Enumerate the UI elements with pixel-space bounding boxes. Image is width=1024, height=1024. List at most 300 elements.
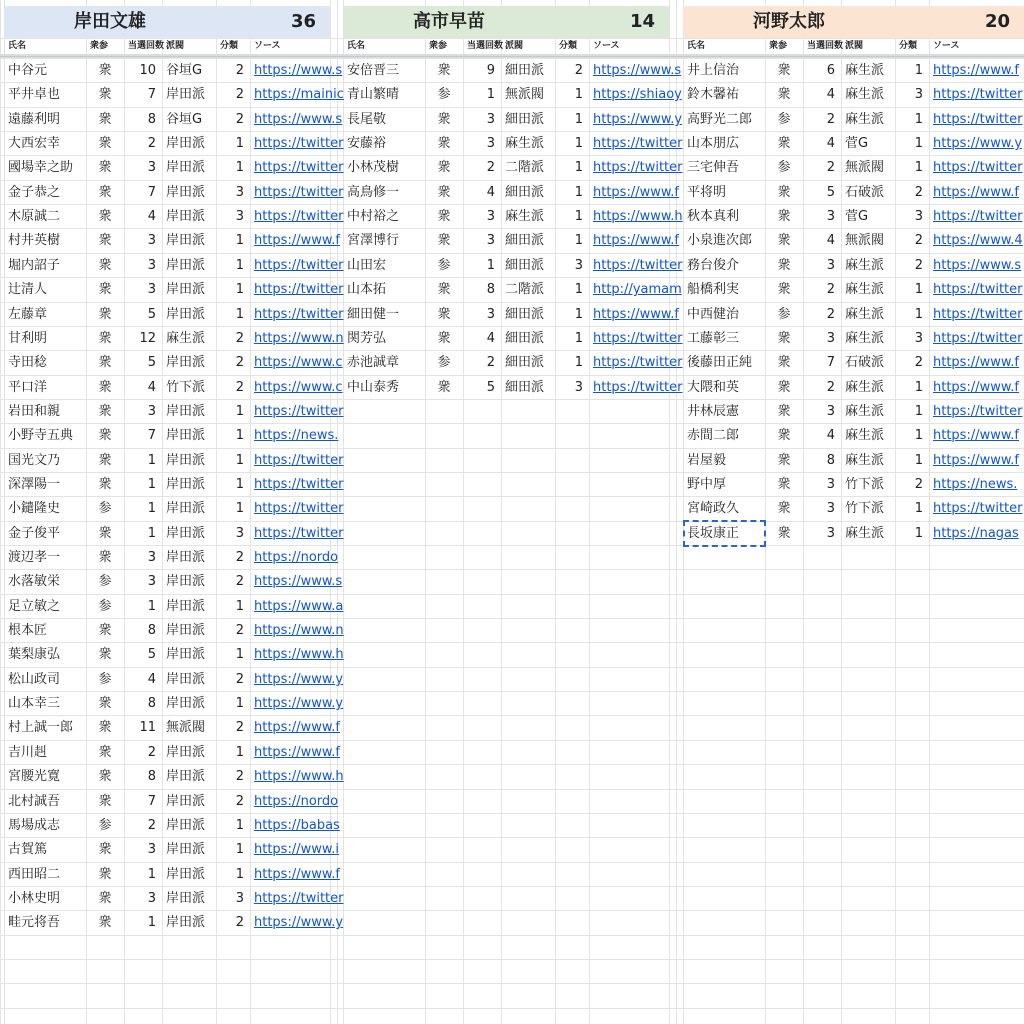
house-cell[interactable]: 参	[437, 87, 451, 102]
terms-cell[interactable]: 4	[826, 87, 835, 102]
terms-cell[interactable]: 7	[147, 87, 156, 102]
house-cell[interactable]: 衆	[98, 63, 112, 78]
category-cell[interactable]: 1	[235, 282, 244, 297]
name-cell[interactable]: 金子俊平	[8, 526, 61, 541]
faction-cell[interactable]: 無派閥	[845, 160, 885, 175]
faction-cell[interactable]: 竹下派	[845, 477, 885, 492]
category-cell[interactable]: 2	[235, 623, 244, 638]
name-cell[interactable]: 北村誠吾	[8, 794, 61, 809]
category-cell[interactable]: 1	[235, 258, 244, 273]
name-cell[interactable]: 村上誠一郎	[8, 720, 74, 735]
candidate-header[interactable]	[683, 6, 1024, 38]
terms-cell[interactable]: 4	[826, 136, 835, 151]
faction-cell[interactable]: 無派閥	[505, 87, 545, 102]
source-link[interactable]: https://www.y	[933, 136, 1023, 151]
house-cell[interactable]: 衆	[777, 380, 791, 395]
faction-cell[interactable]: 岸田派	[166, 696, 206, 711]
category-cell[interactable]: 1	[914, 307, 923, 322]
column-header[interactable]: 派閥	[166, 41, 185, 51]
category-cell[interactable]: 1	[235, 842, 244, 857]
column-header[interactable]: 分類	[559, 41, 578, 51]
terms-cell[interactable]: 2	[147, 136, 156, 151]
house-cell[interactable]: 衆	[777, 209, 791, 224]
faction-cell[interactable]: 岸田派	[166, 526, 206, 541]
column-header[interactable]: 分類	[899, 41, 918, 51]
source-link[interactable]: https://www.s	[254, 112, 343, 127]
faction-cell[interactable]: 岸田派	[166, 404, 206, 419]
faction-cell[interactable]: 麻生派	[505, 209, 545, 224]
source-link[interactable]: https://twitter	[593, 355, 683, 370]
faction-cell[interactable]: 岸田派	[166, 842, 206, 857]
category-cell[interactable]: 1	[235, 477, 244, 492]
name-cell[interactable]: 船橋利実	[687, 282, 740, 297]
terms-cell[interactable]: 3	[147, 550, 156, 565]
house-cell[interactable]: 衆	[777, 63, 791, 78]
terms-cell[interactable]: 10	[139, 63, 156, 78]
name-cell[interactable]: 宮崎政久	[687, 501, 740, 516]
source-link[interactable]: https://babas	[254, 818, 340, 833]
terms-cell[interactable]: 2	[826, 307, 835, 322]
category-cell[interactable]: 2	[235, 87, 244, 102]
category-cell[interactable]: 3	[914, 209, 923, 224]
name-cell[interactable]: 西田昭二	[8, 867, 61, 882]
name-cell[interactable]: 井林辰憲	[687, 404, 740, 419]
source-link[interactable]: https://www.f	[593, 307, 680, 322]
house-cell[interactable]: 衆	[98, 769, 112, 784]
category-cell[interactable]: 2	[235, 63, 244, 78]
terms-cell[interactable]: 8	[147, 112, 156, 127]
column-header[interactable]: 氏名	[687, 41, 706, 51]
source-link[interactable]: https://news.	[254, 428, 339, 443]
terms-cell[interactable]: 7	[147, 185, 156, 200]
category-cell[interactable]: 3	[235, 185, 244, 200]
source-link[interactable]: https://www.f	[933, 453, 1020, 468]
faction-cell[interactable]: 岸田派	[166, 136, 206, 151]
terms-cell[interactable]: 3	[147, 233, 156, 248]
faction-cell[interactable]: 岸田派	[166, 355, 206, 370]
source-link[interactable]: https://www.f	[933, 428, 1020, 443]
terms-cell[interactable]: 9	[486, 63, 495, 78]
terms-cell[interactable]: 3	[826, 258, 835, 273]
source-link[interactable]: https://www.n	[254, 331, 344, 346]
faction-cell[interactable]: 石破派	[845, 355, 885, 370]
name-cell[interactable]: 平口洋	[8, 380, 48, 395]
house-cell[interactable]: 衆	[777, 282, 791, 297]
category-cell[interactable]: 1	[914, 428, 923, 443]
house-cell[interactable]: 衆	[98, 185, 112, 200]
terms-cell[interactable]: 1	[147, 867, 156, 882]
house-cell[interactable]: 衆	[437, 112, 451, 127]
faction-cell[interactable]: 石破派	[845, 185, 885, 200]
terms-cell[interactable]: 7	[147, 794, 156, 809]
name-cell[interactable]: 高鳥修一	[347, 185, 400, 200]
faction-cell[interactable]: 麻生派	[166, 331, 206, 346]
name-cell[interactable]: 辻清人	[8, 282, 48, 297]
faction-cell[interactable]: 岸田派	[166, 428, 206, 443]
house-cell[interactable]: 衆	[437, 233, 451, 248]
faction-cell[interactable]: 岸田派	[166, 769, 206, 784]
terms-cell[interactable]: 2	[826, 112, 835, 127]
terms-cell[interactable]: 5	[147, 647, 156, 662]
faction-cell[interactable]: 岸田派	[166, 258, 206, 273]
column-header[interactable]: 衆参	[429, 41, 448, 51]
source-link[interactable]: https://shiaoy	[593, 87, 682, 102]
column-header[interactable]: 衆参	[769, 41, 788, 51]
house-cell[interactable]: 衆	[777, 404, 791, 419]
terms-cell[interactable]: 1	[147, 915, 156, 930]
terms-cell[interactable]: 3	[147, 842, 156, 857]
source-link[interactable]: https://twitter	[254, 404, 344, 419]
faction-cell[interactable]: 岸田派	[166, 185, 206, 200]
faction-cell[interactable]: 岸田派	[166, 672, 206, 687]
faction-cell[interactable]: 岸田派	[166, 453, 206, 468]
terms-cell[interactable]: 2	[826, 282, 835, 297]
category-cell[interactable]: 1	[914, 453, 923, 468]
house-cell[interactable]: 衆	[98, 355, 112, 370]
house-cell[interactable]: 衆	[437, 185, 451, 200]
source-link[interactable]: https://twitter	[933, 501, 1023, 516]
source-link[interactable]: https://twitter	[254, 258, 344, 273]
category-cell[interactable]: 2	[235, 380, 244, 395]
name-cell[interactable]: 根本匠	[8, 623, 48, 638]
category-cell[interactable]: 2	[914, 185, 923, 200]
terms-cell[interactable]: 3	[826, 477, 835, 492]
terms-cell[interactable]: 2	[486, 355, 495, 370]
category-cell[interactable]: 1	[235, 696, 244, 711]
terms-cell[interactable]: 3	[826, 526, 835, 541]
faction-cell[interactable]: 岸田派	[166, 891, 206, 906]
terms-cell[interactable]: 4	[826, 428, 835, 443]
faction-cell[interactable]: 岸田派	[166, 550, 206, 565]
category-cell[interactable]: 1	[235, 818, 244, 833]
source-link[interactable]: https://twitter	[593, 331, 683, 346]
category-cell[interactable]: 2	[235, 794, 244, 809]
terms-cell[interactable]: 3	[147, 891, 156, 906]
house-cell[interactable]: 衆	[777, 453, 791, 468]
name-cell[interactable]: 岩田和親	[8, 404, 61, 419]
source-link[interactable]: https://www.4	[933, 233, 1023, 248]
name-cell[interactable]: 赤間二郎	[687, 428, 740, 443]
faction-cell[interactable]: 菅G	[845, 136, 869, 151]
house-cell[interactable]: 衆	[437, 63, 451, 78]
name-cell[interactable]: 小野寺五典	[8, 428, 74, 443]
name-cell[interactable]: 長坂康正	[687, 526, 740, 541]
source-link[interactable]: https://www.c	[254, 380, 343, 395]
category-cell[interactable]: 1	[574, 87, 583, 102]
category-cell[interactable]: 1	[574, 112, 583, 127]
source-link[interactable]: https://twitter	[933, 87, 1023, 102]
terms-cell[interactable]: 3	[147, 258, 156, 273]
source-link[interactable]: https://twitter	[933, 160, 1023, 175]
house-cell[interactable]: 衆	[777, 501, 791, 516]
faction-cell[interactable]: 二階派	[505, 160, 545, 175]
faction-cell[interactable]: 細田派	[505, 355, 545, 370]
name-cell[interactable]: 岩屋毅	[687, 453, 727, 468]
source-link[interactable]: https://www.y	[254, 696, 344, 711]
category-cell[interactable]: 1	[235, 233, 244, 248]
name-cell[interactable]: 三宅伸吾	[687, 160, 740, 175]
faction-cell[interactable]: 麻生派	[845, 404, 885, 419]
column-header[interactable]: 当選回数	[807, 41, 844, 51]
terms-cell[interactable]: 8	[147, 696, 156, 711]
faction-cell[interactable]: 細田派	[505, 380, 545, 395]
category-cell[interactable]: 1	[235, 647, 244, 662]
faction-cell[interactable]: 無派閥	[166, 720, 206, 735]
terms-cell[interactable]: 1	[147, 526, 156, 541]
column-header[interactable]: 派閥	[505, 41, 524, 51]
house-cell[interactable]: 衆	[98, 842, 112, 857]
faction-cell[interactable]: 岸田派	[166, 574, 206, 589]
source-link[interactable]: https://www.s	[933, 258, 1022, 273]
name-cell[interactable]: 鈴木馨祐	[687, 87, 740, 102]
terms-cell[interactable]: 5	[147, 307, 156, 322]
house-cell[interactable]: 衆	[777, 355, 791, 370]
category-cell[interactable]: 1	[914, 63, 923, 78]
terms-cell[interactable]: 1	[147, 453, 156, 468]
source-link[interactable]: https://news.	[933, 477, 1018, 492]
name-cell[interactable]: 遠藤利明	[8, 112, 61, 127]
name-cell[interactable]: 中山泰秀	[347, 380, 400, 395]
terms-cell[interactable]: 3	[147, 404, 156, 419]
name-cell[interactable]: 中西健治	[687, 307, 740, 322]
source-link[interactable]: https://www.h	[593, 209, 683, 224]
house-cell[interactable]: 衆	[777, 526, 791, 541]
candidate-header[interactable]	[4, 6, 330, 38]
source-link[interactable]: https://twitter	[933, 209, 1023, 224]
name-cell[interactable]: 中谷元	[8, 63, 48, 78]
faction-cell[interactable]: 岸田派	[166, 160, 206, 175]
name-cell[interactable]: 平将明	[687, 185, 727, 200]
terms-cell[interactable]: 2	[826, 160, 835, 175]
name-cell[interactable]: 吉川赳	[8, 745, 48, 760]
category-cell[interactable]: 1	[235, 867, 244, 882]
faction-cell[interactable]: 谷垣G	[166, 112, 203, 127]
category-cell[interactable]: 3	[574, 258, 583, 273]
faction-cell[interactable]: 細田派	[505, 112, 545, 127]
name-cell[interactable]: 葉梨康弘	[8, 647, 61, 662]
category-cell[interactable]: 1	[914, 380, 923, 395]
name-cell[interactable]: 小鑓隆史	[8, 501, 61, 516]
terms-cell[interactable]: 6	[826, 63, 835, 78]
house-cell[interactable]: 衆	[98, 404, 112, 419]
column-header[interactable]: 当選回数	[467, 41, 504, 51]
faction-cell[interactable]: 岸田派	[166, 623, 206, 638]
name-cell[interactable]: 長尾敬	[347, 112, 387, 127]
category-cell[interactable]: 2	[914, 355, 923, 370]
house-cell[interactable]: 衆	[98, 526, 112, 541]
terms-cell[interactable]: 3	[826, 209, 835, 224]
faction-cell[interactable]: 麻生派	[845, 112, 885, 127]
house-cell[interactable]: 衆	[98, 623, 112, 638]
name-cell[interactable]: 小泉進次郎	[687, 233, 753, 248]
category-cell[interactable]: 2	[574, 63, 583, 78]
terms-cell[interactable]: 7	[826, 355, 835, 370]
faction-cell[interactable]: 岸田派	[166, 209, 206, 224]
name-cell[interactable]: 後藤田正純	[687, 355, 753, 370]
name-cell[interactable]: 務台俊介	[687, 258, 740, 273]
terms-cell[interactable]: 3	[147, 282, 156, 297]
name-cell[interactable]: 金子恭之	[8, 185, 61, 200]
category-cell[interactable]: 1	[235, 160, 244, 175]
source-link[interactable]: https://www.s	[593, 63, 682, 78]
name-cell[interactable]: 中村裕之	[347, 209, 400, 224]
house-cell[interactable]: 衆	[777, 185, 791, 200]
faction-cell[interactable]: 細田派	[505, 185, 545, 200]
terms-cell[interactable]: 3	[826, 501, 835, 516]
source-link[interactable]: https://twitter	[593, 380, 683, 395]
name-cell[interactable]: 國場幸之助	[8, 160, 74, 175]
faction-cell[interactable]: 麻生派	[845, 526, 885, 541]
category-cell[interactable]: 2	[235, 915, 244, 930]
source-link[interactable]: https://www.i	[254, 842, 340, 857]
terms-cell[interactable]: 12	[139, 331, 156, 346]
terms-cell[interactable]: 2	[826, 380, 835, 395]
faction-cell[interactable]: 麻生派	[505, 136, 545, 151]
house-cell[interactable]: 参	[98, 818, 112, 833]
source-link[interactable]: https://twitter	[933, 282, 1023, 297]
source-link[interactable]: https://www.f	[254, 233, 341, 248]
terms-cell[interactable]: 3	[486, 209, 495, 224]
source-link[interactable]: https://www.f	[933, 185, 1020, 200]
name-cell[interactable]: 国光文乃	[8, 453, 61, 468]
house-cell[interactable]: 衆	[98, 696, 112, 711]
faction-cell[interactable]: 岸田派	[166, 794, 206, 809]
name-cell[interactable]: 畦元将吾	[8, 915, 61, 930]
name-cell[interactable]: 野中厚	[687, 477, 727, 492]
house-cell[interactable]: 衆	[98, 331, 112, 346]
terms-cell[interactable]: 1	[147, 599, 156, 614]
faction-cell[interactable]: 無派閥	[845, 233, 885, 248]
source-link[interactable]: https://mainic	[254, 87, 344, 102]
category-cell[interactable]: 3	[914, 331, 923, 346]
name-cell[interactable]: 赤池誠章	[347, 355, 400, 370]
category-cell[interactable]: 1	[914, 282, 923, 297]
category-cell[interactable]: 1	[574, 307, 583, 322]
terms-cell[interactable]: 1	[486, 258, 495, 273]
name-cell[interactable]: 安倍晋三	[347, 63, 400, 78]
faction-cell[interactable]: 岸田派	[166, 599, 206, 614]
name-cell[interactable]: 松山政司	[8, 672, 61, 687]
terms-cell[interactable]: 3	[486, 112, 495, 127]
terms-cell[interactable]: 7	[147, 428, 156, 443]
category-cell[interactable]: 2	[235, 672, 244, 687]
category-cell[interactable]: 2	[235, 331, 244, 346]
source-link[interactable]: https://www.a	[254, 599, 344, 614]
name-cell[interactable]: 小林茂樹	[347, 160, 400, 175]
source-link[interactable]: https://www.f	[593, 233, 680, 248]
source-link[interactable]: https://www.c	[254, 355, 343, 370]
name-cell[interactable]: 細田健一	[347, 307, 400, 322]
house-cell[interactable]: 衆	[98, 380, 112, 395]
house-cell[interactable]: 衆	[98, 453, 112, 468]
house-cell[interactable]: 参	[98, 501, 112, 516]
house-cell[interactable]: 衆	[98, 915, 112, 930]
source-link[interactable]: https://twitter	[593, 258, 683, 273]
house-cell[interactable]: 衆	[98, 136, 112, 151]
source-link[interactable]: https://www.f	[933, 63, 1020, 78]
name-cell[interactable]: 山本拓	[347, 282, 387, 297]
terms-cell[interactable]: 2	[486, 160, 495, 175]
faction-cell[interactable]: 麻生派	[845, 428, 885, 443]
name-cell[interactable]: 水落敏栄	[8, 574, 61, 589]
house-cell[interactable]: 衆	[777, 233, 791, 248]
faction-cell[interactable]: 細田派	[505, 307, 545, 322]
source-link[interactable]: https://twitter	[593, 136, 683, 151]
faction-cell[interactable]: 岸田派	[166, 501, 206, 516]
house-cell[interactable]: 参	[98, 599, 112, 614]
name-cell[interactable]: 井上信治	[687, 63, 740, 78]
name-cell[interactable]: 深澤陽一	[8, 477, 61, 492]
category-cell[interactable]: 2	[914, 477, 923, 492]
faction-cell[interactable]: 細田派	[505, 233, 545, 248]
name-cell[interactable]: 山本幸三	[8, 696, 61, 711]
faction-cell[interactable]: 岸田派	[166, 818, 206, 833]
source-link[interactable]: https://twitter	[933, 307, 1023, 322]
column-header[interactable]: 衆参	[90, 41, 109, 51]
terms-cell[interactable]: 11	[139, 720, 156, 735]
house-cell[interactable]: 衆	[437, 136, 451, 151]
terms-cell[interactable]: 3	[486, 307, 495, 322]
category-cell[interactable]: 1	[914, 136, 923, 151]
source-link[interactable]: https://twitter	[254, 453, 344, 468]
faction-cell[interactable]: 麻生派	[845, 331, 885, 346]
terms-cell[interactable]: 4	[826, 233, 835, 248]
source-link[interactable]: https://www.f	[254, 720, 341, 735]
faction-cell[interactable]: 麻生派	[845, 380, 885, 395]
faction-cell[interactable]: 麻生派	[845, 63, 885, 78]
category-cell[interactable]: 1	[914, 404, 923, 419]
house-cell[interactable]: 衆	[98, 867, 112, 882]
name-cell[interactable]: 左藤章	[8, 307, 48, 322]
name-cell[interactable]: 木原誠二	[8, 209, 61, 224]
source-link[interactable]: https://twitter	[254, 185, 344, 200]
category-cell[interactable]: 2	[235, 769, 244, 784]
category-cell[interactable]: 1	[574, 331, 583, 346]
source-link[interactable]: https://twitter	[254, 891, 344, 906]
source-link[interactable]: https://twitter	[254, 282, 344, 297]
terms-cell[interactable]: 4	[147, 380, 156, 395]
source-link[interactable]: https://www.f	[933, 355, 1020, 370]
terms-cell[interactable]: 5	[826, 185, 835, 200]
source-link[interactable]: https://www.y	[254, 672, 344, 687]
house-cell[interactable]: 衆	[98, 258, 112, 273]
house-cell[interactable]: 衆	[98, 794, 112, 809]
category-cell[interactable]: 3	[235, 526, 244, 541]
name-cell[interactable]: 平井卓也	[8, 87, 61, 102]
category-cell[interactable]: 1	[574, 209, 583, 224]
name-cell[interactable]: 秋本真利	[687, 209, 740, 224]
category-cell[interactable]: 2	[235, 574, 244, 589]
source-link[interactable]: https://www.n	[254, 623, 344, 638]
house-cell[interactable]: 衆	[437, 380, 451, 395]
source-link[interactable]: https://www.f	[593, 185, 680, 200]
house-cell[interactable]: 衆	[98, 282, 112, 297]
category-cell[interactable]: 2	[914, 258, 923, 273]
column-header[interactable]: ソース	[254, 41, 281, 51]
source-link[interactable]: https://www.f	[254, 745, 341, 760]
faction-cell[interactable]: 細田派	[505, 331, 545, 346]
source-link[interactable]: https://twitter	[933, 404, 1023, 419]
house-cell[interactable]: 衆	[777, 428, 791, 443]
category-cell[interactable]: 1	[235, 404, 244, 419]
source-link[interactable]: https://www.h	[254, 647, 344, 662]
category-cell[interactable]: 1	[235, 501, 244, 516]
terms-cell[interactable]: 3	[486, 136, 495, 151]
name-cell[interactable]: 村井英樹	[8, 233, 61, 248]
source-link[interactable]: https://twitter	[254, 526, 344, 541]
house-cell[interactable]: 衆	[98, 112, 112, 127]
faction-cell[interactable]: 竹下派	[845, 501, 885, 516]
